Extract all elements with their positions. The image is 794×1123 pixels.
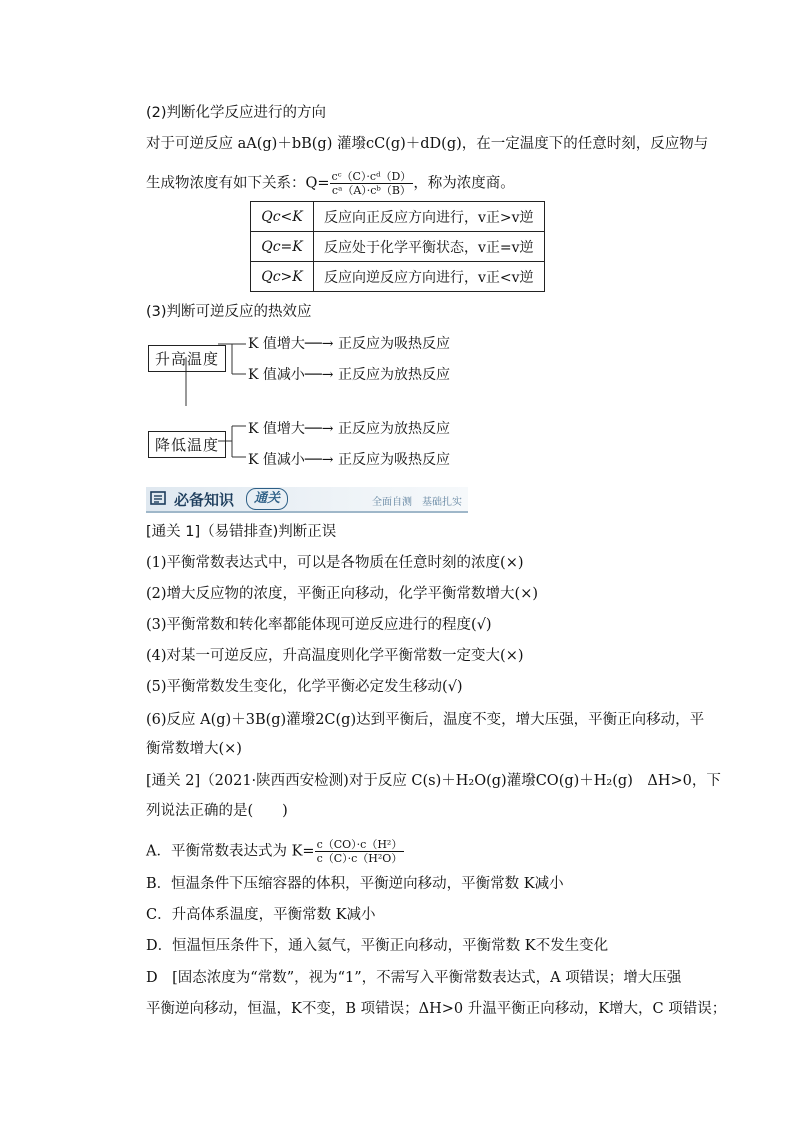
check1-item: (5)平衡常数发生变化，化学平衡必定发生移动(√) bbox=[146, 679, 463, 695]
option-a-numerator: c（CO）·c（H²） bbox=[316, 838, 403, 851]
check1-item: (2)增大反应物的浓度，平衡正向移动，化学平衡常数增大(×) bbox=[146, 586, 539, 602]
table-cell-description: 反应向正反应方向进行，v正>v逆 bbox=[314, 202, 545, 232]
check2-answer-line1: D [固态浓度为“常数”，视为“1”，不需写入平衡常数表达式，A 项错误；增大压强 bbox=[146, 970, 682, 986]
raise-k-increase: K 值增大──→ 正反应为吸热反应 bbox=[248, 336, 450, 352]
check2-question-line2: 列说法正确的是( ) bbox=[146, 803, 288, 819]
table-row bbox=[251, 262, 545, 292]
quotient-fraction bbox=[330, 170, 414, 197]
option-a-prefix: A．平衡常数表达式为 K= bbox=[146, 843, 315, 860]
table-cell-description: 反应向逆反应方向进行，v正<v逆 bbox=[314, 262, 545, 292]
banner-subtitle: 全面自测 基础扎实 bbox=[372, 497, 462, 508]
check1-item: (6)反应 A(g)＋3B(g)灌墢2C(g)达到平衡后，温度不变，增大压强，平衡正向移动，平 bbox=[146, 712, 705, 728]
section-3-heading: (3)判断可逆反应的热效应 bbox=[146, 304, 312, 320]
table-row bbox=[251, 202, 545, 232]
check2-option-d: D．恒温恒压条件下，通入氦气，平衡正向移动，平衡常数 K不发生变化 bbox=[146, 938, 609, 954]
banner-title: 必备知识 bbox=[174, 491, 235, 509]
table-cell-condition: Qc=K bbox=[251, 232, 314, 262]
check1-item: (3)平衡常数和转化率都能体现可逆反应进行的程度(√) bbox=[146, 617, 492, 633]
raise-k-decrease: K 值减小──→ 正反应为放热反应 bbox=[248, 367, 450, 383]
qc-k-table bbox=[250, 201, 545, 292]
lower-temperature-box: 降低温度 bbox=[148, 431, 226, 458]
quotient-numerator: cᶜ（C）·cᵈ（D） bbox=[331, 170, 412, 183]
section-2-paragraph-line2 bbox=[146, 170, 515, 197]
option-a-denominator: c（C）·c（H²O） bbox=[316, 852, 403, 865]
check1-item: 衡常数增大(×) bbox=[146, 741, 242, 757]
check2-answer-line2: 平衡逆向移动，恒温，K不变，B 项错误；ΔH>0 升温平衡正向移动，K增大，C 项错误； bbox=[146, 1001, 727, 1017]
check1-item: (1)平衡常数表达式中，可以是各物质在任意时刻的浓度(×) bbox=[146, 555, 524, 571]
check2-option-c: C．升高体系温度，平衡常数 K减小 bbox=[146, 907, 376, 923]
check2-question-line1: [通关 2]（2021·陕西西安检测)对于反应 C(s)＋H₂O(g)灌墢CO(g)＋H₂(g) ΔH>0，下 bbox=[146, 773, 721, 789]
knowledge-banner bbox=[146, 487, 468, 513]
table-cell-condition: Qc>K bbox=[251, 262, 314, 292]
table-row bbox=[251, 232, 545, 262]
section-2-paragraph-line1: 对于可逆反应 aA(g)＋bB(g) 灌墢cC(g)＋dD(g)，在一定温度下的任意时刻，反应物与 bbox=[146, 136, 709, 152]
lower-k-decrease: K 值减小──→ 正反应为吸热反应 bbox=[248, 452, 450, 468]
quotient-suffix: ，称为浓度商。 bbox=[413, 175, 515, 192]
check1-title: [通关 1]（易错排查)判断正误 bbox=[146, 524, 337, 540]
lower-k-increase: K 值增大──→ 正反应为放热反应 bbox=[248, 421, 450, 437]
option-a-fraction bbox=[315, 838, 405, 865]
check2-option-b: B．恒温条件下压缩容器的体积，平衡逆向移动，平衡常数 K减小 bbox=[146, 876, 564, 892]
section-2-heading: (2)判断化学反应进行的方向 bbox=[146, 105, 327, 121]
raise-temperature-box: 升高温度 bbox=[148, 345, 226, 372]
quotient-prefix: 生成物浓度有如下关系：Q= bbox=[146, 175, 330, 192]
book-icon bbox=[150, 490, 166, 506]
check2-option-a bbox=[146, 838, 404, 865]
quotient-denominator: cᵃ（A）·cᵇ（B） bbox=[331, 184, 411, 197]
table-cell-description: 反应处于化学平衡状态，v正=v逆 bbox=[314, 232, 545, 262]
check1-item: (4)对某一可逆反应，升高温度则化学平衡常数一定变大(×) bbox=[146, 648, 524, 664]
table-cell-condition: Qc<K bbox=[251, 202, 314, 232]
banner-badge: 通关 bbox=[246, 488, 288, 510]
